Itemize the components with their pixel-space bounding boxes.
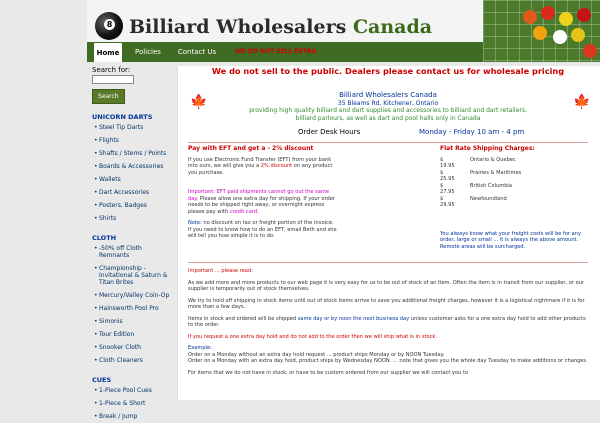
shipping-rate: $ 27.95 British Columbia xyxy=(440,182,512,195)
main-content xyxy=(177,66,600,400)
sidebar-item[interactable]: • Snooker Cloth xyxy=(92,341,172,354)
sidebar-item[interactable]: • 1-Piece & Short xyxy=(92,397,172,410)
ball-red-icon xyxy=(577,8,591,22)
ball-yellow-icon xyxy=(571,28,585,42)
sidebar-item[interactable]: • Flights xyxy=(92,134,172,147)
ball-orange-icon xyxy=(533,26,547,40)
sidebar-item[interactable]: • Break / Jump xyxy=(92,410,172,423)
example-label: Example: xyxy=(188,345,212,351)
sidebar-item[interactable]: • Shafts / Stems / Points xyxy=(92,147,172,160)
nav-contact-us[interactable]: Contact Us xyxy=(177,48,217,56)
page-headline: We do not sell to the public. Dealers please contact us for wholesale pricing xyxy=(211,66,565,76)
shipping-rate: $ 25.95 Prairies & Maritimes xyxy=(440,169,522,182)
no-retail-warning: WE DO NOT SELL RETAIL xyxy=(235,48,318,55)
eft-paragraph: If you use Electronic Fund Transfer (EFT) from your bank into ours, we will give you a 2% discount on any product you purchase. xyxy=(188,156,333,176)
sidebar-item[interactable]: • -50% off Cloth Remnants xyxy=(92,242,172,262)
billiard-balls-photo xyxy=(483,0,600,62)
logo-text-main: Billiard Wholesalers xyxy=(129,16,347,38)
ball-number: 8 xyxy=(104,19,115,30)
eft-important: Important: EFT paid shipments cannot go out the same day. Please allow one extra day for shipping. If your order needs to be shipped right away, or overnight express please pay with credit card. xyxy=(188,189,335,215)
sidebar-item[interactable]: • Cloth Cleaners xyxy=(92,354,172,367)
hours-label: Order Desk Hours xyxy=(298,128,361,136)
paragraph: We try to hold off shipping in stock items until out of stock items arrive to save you additional freight charges, however it is a logistical nightmare if it is for more than a few days. xyxy=(188,297,585,310)
search-label: Search for: xyxy=(92,66,131,74)
paragraph: For items that we do not have in stock, or have to be custom ordered from our supplier we will contact you to xyxy=(188,369,469,376)
search-input[interactable] xyxy=(92,75,134,84)
important-title: Important ... please read: xyxy=(188,268,253,274)
company-description: billiard parlours, as well as dart and pool halls only in Canada xyxy=(295,114,481,122)
example-line: Order on a Monday without an extra day hold request ... product ships Monday or by NOON Tuesday. xyxy=(188,351,445,358)
sidebar-item[interactable]: • Simonis xyxy=(92,315,172,328)
sidebar-item[interactable]: • Hainsworth Pool Pro xyxy=(92,302,172,315)
cue-ball-icon xyxy=(553,30,567,44)
ball-red-icon xyxy=(583,44,597,58)
maple-leaf-icon: 🍁 xyxy=(190,94,208,110)
sidebar-item[interactable]: • 1-Piece Pool Cues xyxy=(92,384,172,397)
shipping-title: Flat Rate Shipping Charges: xyxy=(440,145,535,152)
sidebar-item[interactable]: • Dart Accessories xyxy=(92,186,172,199)
sidebar xyxy=(92,66,172,423)
category-unicorn-darts[interactable]: UNICORN DARTS xyxy=(92,113,153,121)
category-cloth[interactable]: CLOTH xyxy=(92,234,117,242)
category-cues[interactable]: CUES xyxy=(92,376,112,384)
shipping-section xyxy=(440,146,590,250)
eft-section xyxy=(188,146,338,245)
sidebar-item[interactable]: • Shirts xyxy=(92,212,172,225)
ball-yellow-icon xyxy=(559,12,573,26)
shipping-rate: $ 29.95 Newfoundland xyxy=(440,195,507,208)
maple-leaf-icon: 🍁 xyxy=(573,94,591,110)
sidebar-item[interactable]: • Mercury/Valley Coin-Op xyxy=(92,289,172,302)
paragraph: If you request a one extra day hold and do not add to the order then we will ship what is in stock. xyxy=(188,333,437,340)
company-info xyxy=(238,92,538,122)
logo-text-accent: Canada xyxy=(352,16,433,38)
eft-note: Note: no discount on tax or freight portion of the invoice. If you need to know how to do an EFT, email Beth and she will tell you how simple it is to do. xyxy=(188,220,337,239)
nav-home[interactable]: Home xyxy=(93,42,123,62)
shipping-rate: $ 19.95 Ontario & Quebec xyxy=(440,156,516,169)
hours-value: Monday - Friday 10 am - 4 pm xyxy=(419,128,525,136)
sidebar-item[interactable]: • Tour Edition xyxy=(92,328,172,341)
sidebar-item[interactable]: • Steel Tip Darts xyxy=(92,121,172,134)
sidebar-item[interactable]: • Posters, Badges xyxy=(92,199,172,212)
important-section xyxy=(188,268,588,381)
paragraph: As we add more and more products to our web page it is very easy for us to be out of stock of an item. Often the item is in transit from our supplier, or our supplier is temporarily out of stock themselves. xyxy=(188,279,585,292)
company-description: providing high quality billiard and dart supplies and accessories to billiard and dart retailers, xyxy=(249,107,527,114)
eft-title: Pay with EFT and get a - 2% discount xyxy=(188,145,314,152)
site-logo[interactable] xyxy=(129,16,432,38)
page xyxy=(87,0,600,420)
header xyxy=(87,0,600,42)
sidebar-item[interactable]: • Championship - Invitational & Saturn & Titan Brites xyxy=(92,262,172,289)
divider xyxy=(188,262,588,263)
example-line: Order on a Monday with an extra day hold, product ships by Wednesday NOON. ... note that gives you the whole day Tuesday to make additions or changes. xyxy=(188,358,588,364)
nav-bar xyxy=(87,42,483,62)
ball-orange-icon xyxy=(523,10,537,24)
divider xyxy=(188,142,588,143)
ball-red-icon xyxy=(541,6,555,20)
search-button[interactable]: Search xyxy=(92,89,125,104)
sidebar-item[interactable]: • Wallets xyxy=(92,173,172,186)
eight-ball-icon xyxy=(95,12,123,40)
company-address: 35 Bleams Rd, Kitchener, Ontario xyxy=(337,99,439,107)
paragraph: Items in stock and ordered will be shipped same day or by noon the next business day unless customer asks for a one extra day hold to add other products to the order. xyxy=(188,315,586,328)
shipping-note: You always know what your freight costs will be for any order, large or small ... it is always the above amount. Remote areas will be surcharged. xyxy=(440,230,582,250)
company-name: Billiard Wholesalers Canada xyxy=(339,91,437,99)
sidebar-item[interactable]: • Boards & Accessories xyxy=(92,160,172,173)
nav-policies[interactable]: Policies xyxy=(135,48,161,56)
